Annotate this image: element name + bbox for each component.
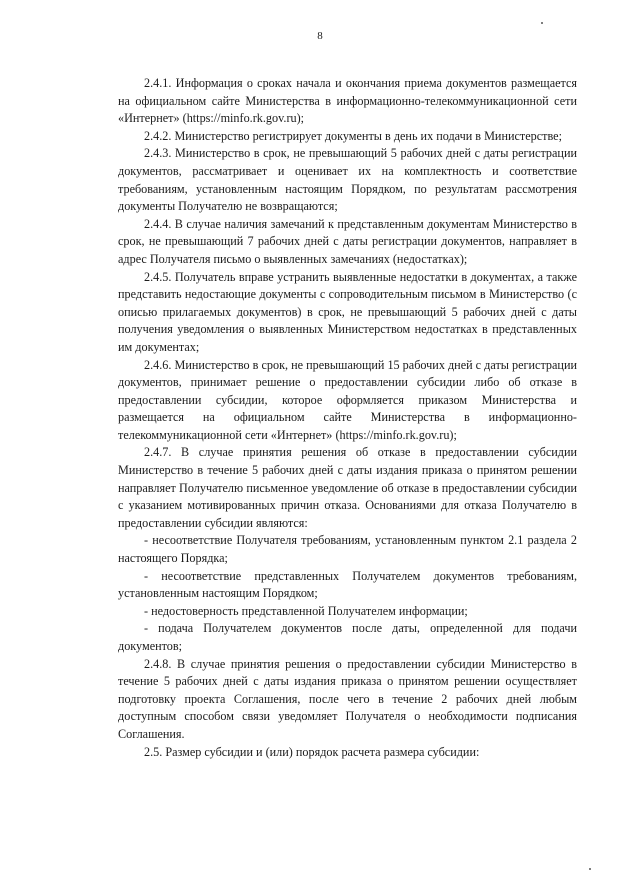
- refusal-reason-4: - подача Получателем документов после даты, определенной для подачи документов;: [118, 621, 577, 653]
- document-body: [118, 75, 577, 761]
- refusal-reason-3: - недостоверность представленной Получателем информации;: [144, 603, 468, 618]
- scan-speck: [541, 22, 543, 24]
- paragraph-2-4-1: 2.4.1. Информация о сроках начала и окончания приема документов размещается на официальном сайте Министерства в информационно-телекоммуникационной сети «Интернет» (https://minfo.rk.gov.ru);: [118, 76, 577, 126]
- paragraph-2-4-8: 2.4.8. В случае принятия решения о предоставлении субсидии Министерство в течение 5 рабочих дней с даты издания приказа о принятом решении осуществляет подготовку проекта Соглашения, после чего в течение 2 рабочих дней любым доступным способом связи уведомляет Получателя о необходимости подписания Соглашения.: [118, 656, 577, 741]
- paragraph-2-4-5: 2.4.5. Получатель вправе устранить выявленные недостатки в документах, а также представить недостающие документы с сопроводительным письмом в Министерство (с описью прилагаемых документов) в срок, не превышающий 5 рабочих дней с даты получения уведомления о выявленных Министерством недостатках в представленных им документах;: [118, 269, 577, 354]
- paragraph-2-4-4: 2.4.4. В случае наличия замечаний к представленным документам Министерство в срок, не превышающий 7 рабочих дней с даты регистрации документов, направляет в адрес Получателя письмо о выявленных замечаниях (недостатках);: [118, 216, 577, 266]
- paragraph-2-4-7: 2.4.7. В случае принятия решения об отказе в предоставлении субсидии Министерство в течение 5 рабочих дней с даты издания приказа о принятом решении направляет Получателю письменное уведомление об отказе в предоставлении субсидии с указанием мотивированных причин отказа. Основаниями для отказа Получателю в предоставлении субсидии являются:: [118, 445, 577, 530]
- paragraph-2-4-3: 2.4.3. Министерство в срок, не превышающий 5 рабочих дней с даты регистрации документов, рассматривает и оценивает их на комплектность и соответствие требованиям, установленным настоящим Порядком, по результатам рассмотрения документы Получателю не возвращаются;: [118, 146, 577, 214]
- paragraph-2-4-2: 2.4.2. Министерство регистрирует документы в день их подачи в Министерстве;: [144, 128, 562, 143]
- scan-speck: [589, 868, 591, 870]
- refusal-reason-1: - несоответствие Получателя требованиям, установленным пунктом 2.1 раздела 2 настоящего Порядка;: [118, 533, 577, 566]
- paragraph-2-4-6: 2.4.6. Министерство в срок, не превышающий 15 рабочих дней с даты регистрации документов, принимает решение о предоставлении субсидии либо об отказе в предоставлении субсидии, которое оформляется приказом Министерства и размещается на официальном сайте Министерства в информационно-телекоммуникационной сети «Интернет» (https://minfo.rk.gov.ru);: [118, 357, 577, 442]
- paragraph-2-5: 2.5. Размер субсидии и (или) порядок расчета размера субсидии:: [144, 744, 480, 759]
- refusal-reason-2: - несоответствие представленных Получателем документов требованиям, установленным настоящим Порядком;: [118, 568, 577, 601]
- page-number: 8: [317, 30, 323, 42]
